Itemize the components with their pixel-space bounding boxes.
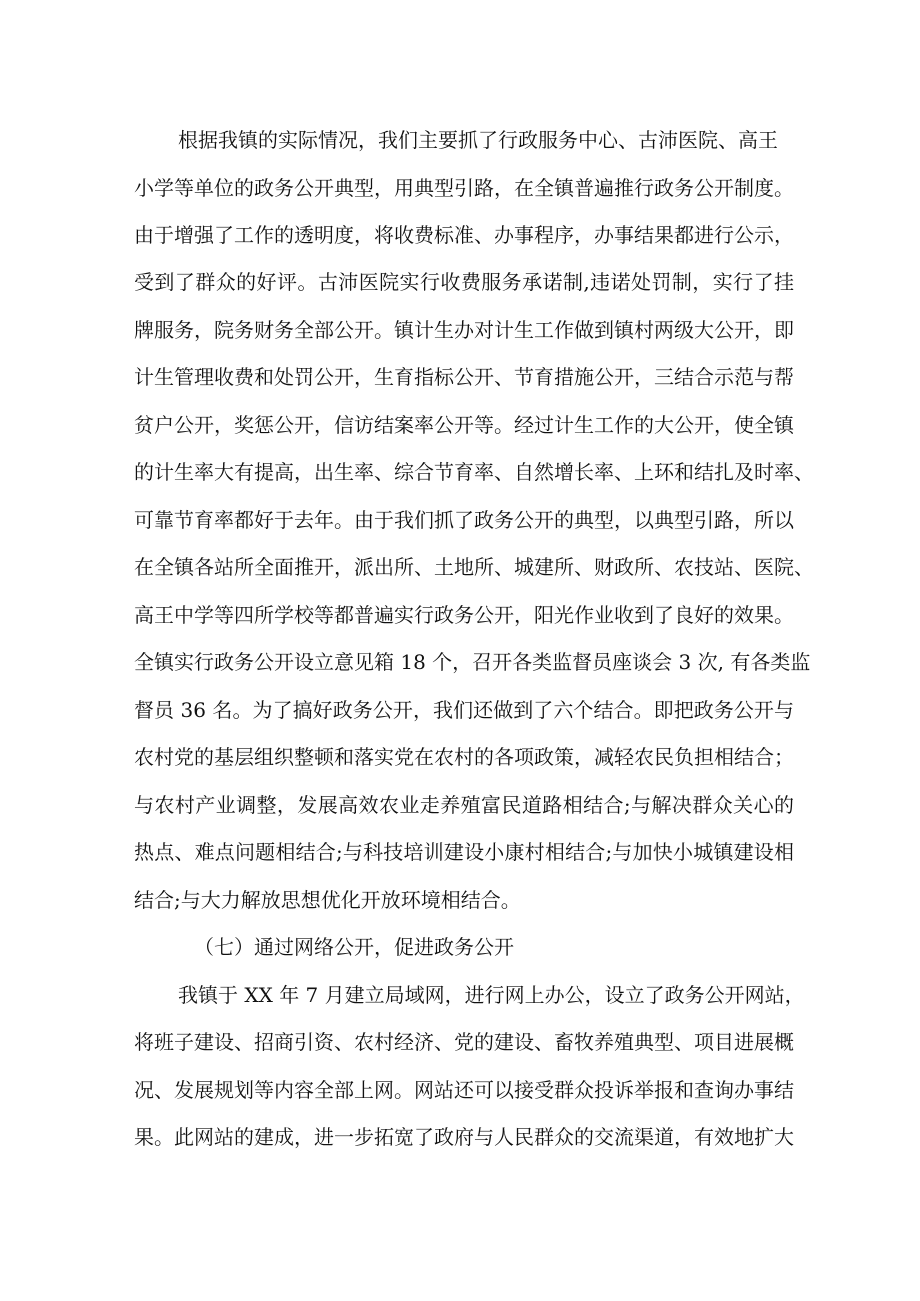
paragraph-1-line-3: 由于增强了工作的透明度，将收费标准、办事程序，办事结果都进行公示， — [134, 223, 794, 247]
paragraph-1-line-5: 牌服务，院务财务全部公开。镇计生办对计生工作做到镇村两级大公开，即 — [134, 318, 794, 342]
paragraph-1-line-7: 贫户公开，奖惩公开，信访结案率公开等。经过计生工作的大公开，使全镇 — [134, 413, 794, 437]
paragraph-1-line-14: 农村党的基层组织整顿和落实党在农村的各项政策，减轻农民负担相结合； — [134, 745, 794, 769]
paragraph-2-line-3: 况、发展规划等内容全部上网。网站还可以接受群众投诉举报和查询办事结 — [134, 1078, 794, 1102]
paragraph-1-line-1: 根据我镇的实际情况，我们主要抓了行政服务中心、古沛医院、高王 — [178, 128, 778, 152]
paragraph-1-line-17: 结合;与大力解放思想优化开放环境相结合。 — [134, 888, 521, 912]
paragraph-1-line-15: 与农村产业调整，发展高效农业走养殖富民道路相结合;与解决群众关心的 — [134, 793, 794, 817]
paragraph-1-line-13: 督员 36 名。为了搞好政务公开，我们还做到了六个结合。即把政务公开与 — [134, 698, 794, 722]
paragraph-1-line-8: 的计生率大有提高，出生率、综合节育率、自然增长率、上环和结扎及时率、 — [134, 460, 814, 484]
paragraph-1-line-4: 受到了群众的好评。古沛医院实行收费服务承诺制,违诺处罚制，实行了挂 — [134, 270, 794, 294]
section-heading-7: （七）通过网络公开，促进政务公开 — [194, 935, 514, 959]
paragraph-2-line-4: 果。此网站的建成，进一步拓宽了政府与人民群众的交流渠道，有效地扩大 — [134, 1125, 794, 1149]
paragraph-2-line-1: 我镇于 XX 年 7 月建立局域网，进行网上办公，设立了政务公开网站， — [178, 983, 805, 1007]
paragraph-1-line-2: 小学等单位的政务公开典型，用典型引路，在全镇普遍推行政务公开制度。 — [134, 176, 794, 200]
paragraph-1-line-11: 高王中学等四所学校等都普遍实行政务公开，阳光作业收到了良好的效果。 — [134, 603, 794, 627]
paragraph-1-line-6: 计生管理收费和处罚公开，生育指标公开、节育措施公开，三结合示范与帮 — [134, 365, 794, 389]
paragraph-2-line-2: 将班子建设、招商引资、农村经济、党的建设、畜牧养殖典型、项目进展概 — [134, 1030, 794, 1054]
paragraph-1-line-12: 全镇实行政务公开设立意见箱 18 个，召开各类监督员座谈会 3 次, 有各类监 — [134, 650, 811, 674]
paragraph-1-line-9: 可靠节育率都好于去年。由于我们抓了政务公开的典型，以典型引路，所以 — [134, 508, 794, 532]
paragraph-1-line-10: 在全镇各站所全面推开，派出所、土地所、城建所、财政所、农技站、医院、 — [134, 555, 814, 579]
paragraph-1-line-16: 热点、难点问题相结合;与科技培训建设小康村相结合;与加快小城镇建设相 — [134, 840, 794, 864]
